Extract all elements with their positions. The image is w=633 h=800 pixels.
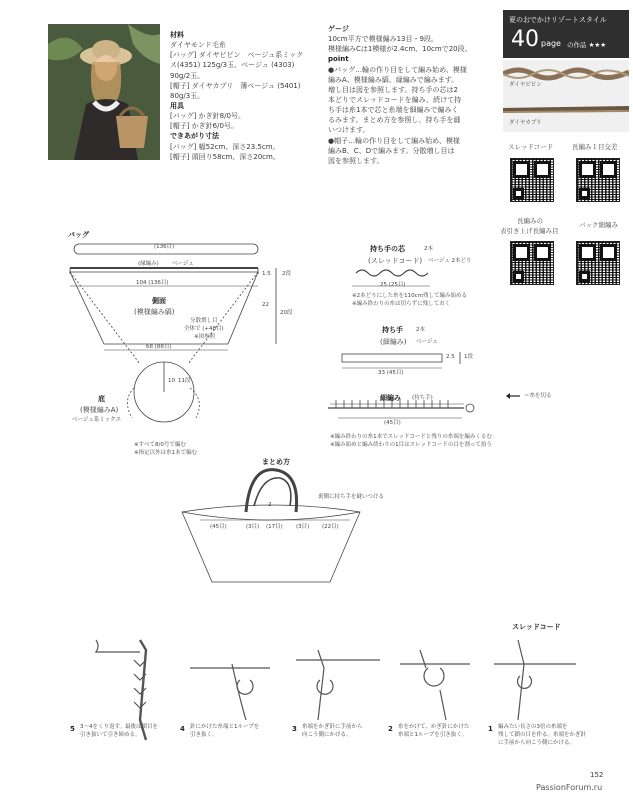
point-line-9: 編みB、C、Dで編みます。分散増し目は [328,146,455,155]
core-note-1: ※2本どりにした糸を110cm残して編み始める [352,293,467,299]
note-hook: ※すべて8/0号で編む [134,442,186,448]
page-word: page [541,39,561,48]
yarn-label-b: ダイヤカプリ [509,120,542,126]
materials-bag-line-3: 90g/2玉。 [170,71,205,80]
tools-title: 用具 [170,101,184,110]
assembly-count-3-right: (3目) [296,524,310,530]
size-bag: [バッグ] 幅52cm、深さ23.5cm。 [170,142,280,151]
sc-subtitle: (持ち手) [412,395,433,401]
tool-bag: [バッグ] かぎ針8/0号。 [170,112,245,121]
qr-label-reverse-sc: バック細編み [579,221,618,229]
sc-count: (45目) [384,420,401,426]
assembly-count-3-left: (3目) [246,524,260,530]
page-footer-number: 152 [590,771,604,779]
bottom-title: 底 [98,395,105,403]
materials-title: 材料 [170,31,184,39]
height-side: 22 [262,302,269,308]
step-1-line-2: 残して鎖の目を作る。糸端をかぎ針 [498,732,587,738]
step-5-line-1: 3～4をくり返す。最後は鎖目を [80,724,159,730]
increase-line-3: ※図参照 [194,334,216,340]
point-line-2: 編みA、模様編み縞、縁編みで編みます。 [328,75,459,84]
point-line-4: 本どりでスレッドコードを編み、続けて持 [328,95,462,104]
core-length: 25 (25目) [380,282,406,288]
materials-hat-line-2: 80g/3玉。 [170,91,205,100]
core-yarn: ベージュ 2本どり [428,258,472,264]
series-title: 夏のおでかけリゾートスタイル [509,16,607,24]
core-cord-shape [356,270,428,276]
note-strands: ※指定以外は糸1本で編む [134,450,198,456]
side-title: 側面 [152,297,166,305]
sc-title: 細編み [380,394,401,402]
assembly-count-17: (17目) [266,524,283,530]
point-line-5: ち手は糸1本で芯と糸端を細編みで編みく [328,106,459,115]
handle-title: 持ち手 [382,326,403,334]
side-pattern: (模様編み縞) [134,308,175,316]
edge-color: ベージュ [172,261,194,267]
handle-pattern: (細編み) [380,338,407,346]
step-5-line-2: 引き抜いて引き締める。 [80,732,141,738]
bag-top-count: (136目) [154,244,175,250]
qr-label-thread-cord: スレッドコード [508,143,554,151]
assembly-count-45: (45目) [210,524,227,530]
edge-label: (縁編み) [138,261,159,267]
handle-rows: 1段 [464,354,473,360]
tool-hat: [帽子] かぎ針6/0号。 [170,122,238,131]
step-2-line-2: 糸端と1ループを引き抜く。 [398,732,468,738]
gauge-title: ゲージ [328,25,349,33]
assembly-note: 裏側に持ち手を縫いつける [318,494,385,500]
point-line-6: るみます。まとめ方を参照し、持ち手を縫 [328,116,461,125]
qr-label-fpdc-2: 表引き上げ長編み目 [500,227,559,235]
materials-hat-line-1: [帽子] ダイヤカプリ 薄ベージュ (5401) [170,81,301,90]
qr-label-fpdc-1: 長編みの [517,217,543,225]
point-line-10: 図を参照します。 [328,156,384,165]
core-note-2: ※編み終わりの糸は切らずに残しておく [352,301,451,307]
size-title: できあがり寸法 [170,132,219,141]
bottom-color: ベージュ系ミックス [72,417,122,423]
yarn-label-a: ダイヤピピン [509,82,542,88]
step-4-line-1: 針にかけた糸端と1ループを [190,724,260,730]
step-3-line-1: 糸端をかぎ針に手前から [302,724,363,730]
gauge-line-2: 模様編みCは1模様が2.4cm、10cmで20段。 [328,45,472,54]
step-2-number: 2 [388,725,393,733]
height-edge: 1.5 [262,271,271,277]
handle-length: 33 (45目) [378,370,404,376]
handle-strap-shape [342,354,442,362]
assembled-bag-shape [182,505,360,582]
step-1-line-1: 編みたい長さの3倍の糸端を [498,724,568,730]
point-line-1: ●バッグ…輪の作り目をして編み始め、模様 [328,65,467,74]
handle-color: ベージュ [416,339,438,345]
point-line-3: 増し目は図を参照します。持ち手の芯は2 [328,85,458,94]
sc-note-1: ※編み終わりの糸1本でスレッドコードと残りの糸端を編みくるむ [330,434,492,440]
core-count: 2本 [424,246,433,252]
step-3-number: 3 [292,725,297,733]
materials-bag-line-2: ス(4351) 125g/3玉、ベージュ (4303) [170,61,295,70]
gauge-line-1: 10cm平方で模様編み13目・9段。 [328,35,438,44]
point-line-8: ●帽子…輪の作り目をして編み始め、模様 [328,136,460,145]
point-line-7: いつけます。 [328,126,370,135]
point-title: point [328,55,349,64]
assembly-title: まとめ方 [262,458,290,466]
height-side-rows: 20段 [280,310,293,316]
assembly-count-22: (22目) [322,524,339,530]
core-pattern: (スレッドコード) [368,257,423,265]
sc-note-2: ※編み始めと編み終わりの1目はスレッドコードの目を割って拾う [330,442,492,448]
step-2-line-1: 糸をかけて、かぎ針にかけた [398,724,470,730]
width-bottom: 68 (88目) [146,344,172,350]
materials-bag-line-1: [バッグ] ダイヤピピン ベージュ系ミック [170,51,304,60]
watermark-site: PassionForum.ru [536,783,603,792]
step-5-number: 5 [70,725,75,733]
materials-brand: ダイヤモンド毛糸 [170,41,226,50]
core-title: 持ち手の芯 [370,245,405,253]
assembly-label-2: 2 [268,502,272,508]
step-3-line-2: 向こう側にかける。 [302,732,352,738]
bottom-radius: 10 [168,378,175,384]
step-1-line-3: に手前から向こう側にかける。 [498,740,576,746]
legend-cut-yarn: ＝糸を切る [524,393,552,399]
increase-line-1: 分散増し目 [190,318,218,324]
page-number: 40 [511,27,539,52]
qr-label-dc-cross: 長編み１目交差 [572,143,618,151]
works-rating: の作品 ★★★ [567,41,607,49]
steps-title: スレッドコード [512,623,561,631]
increase-line-2: 全体で (+48目) [184,326,224,332]
step-4-line-2: 引き抜く。 [190,732,218,738]
bottom-pattern: (模様編みA) [80,406,119,414]
handle-width: 2.5 [446,354,455,360]
step-4-number: 4 [180,725,185,733]
bag-section-title: バッグ [68,231,89,239]
bottom-rows: 11段 [178,378,191,384]
step-1-number: 1 [488,725,493,733]
size-hat: [帽子] 頭回り58cm、深さ20cm。 [170,152,280,161]
handle-count: 2本 [416,327,425,333]
height-edge-rows: 2段 [282,271,291,277]
width-top: 104 (136目) [136,280,169,286]
